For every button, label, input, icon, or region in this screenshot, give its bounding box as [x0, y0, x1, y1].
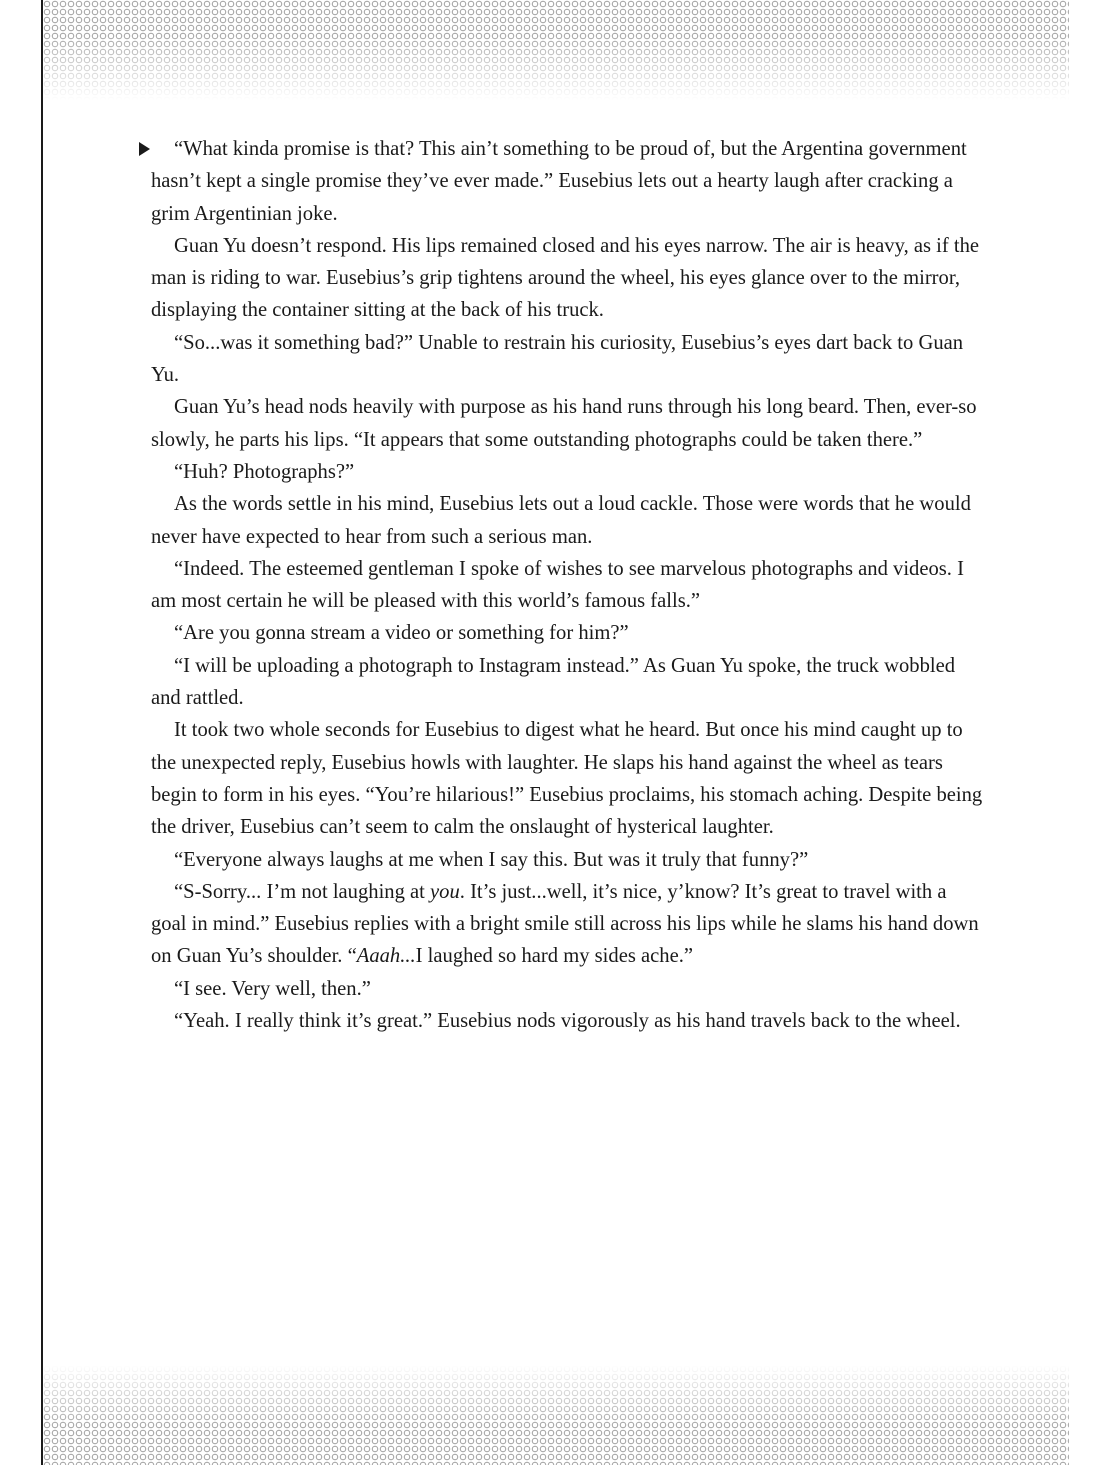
- paragraph-5: “Huh? Photographs?”: [174, 460, 355, 483]
- paragraph-12-part-1: “S-Sorry... I’m not laughing at: [174, 880, 431, 903]
- paragraph-1: “What kinda promise is that? This ain’t something to be proud of, but the Argentina government hasn’t kept a single promise they’ve ever made.” Eusebius lets out a hearty laugh after cracking a grim Argentinian joke.: [151, 138, 967, 225]
- paragraph-2: Guan Yu doesn’t respond. His lips remained closed and his eyes narrow. The air is heavy, as if the man is riding to war. Eusebius’s grip tightens around the wheel, his eyes glance over to the mirror, displaying the container sitting at the back of his truck.: [151, 234, 980, 322]
- bottom-decorative-pattern: [43, 1365, 1069, 1465]
- paragraph-12-part-2: . It’s just...well, it’s nice, y’know? It’s great to travel with a goal in mind.” Eusebius replies with a bright smile still across his lips while he slams his hand down on Guan Yu’s shoulder. “: [151, 880, 979, 968]
- paragraph-4: Guan Yu’s head nods heavily with purpose as his hand runs through his long beard. Then, ever-so slowly, he parts his lips. “It appears that some outstanding photographs could be taken there.”: [151, 396, 977, 451]
- top-decorative-pattern: [43, 0, 1069, 100]
- paragraph-10: It took two whole seconds for Eusebius to digest what he heard. But once his mind caught up to the unexpected reply, Eusebius howls with laughter. He slaps his hand against the wheel as tears begin to form in his eyes. “You’re hilarious!” Eusebius proclaims, his stomach aching. Despite being the driver, Eusebius can’t seem to calm the onslaught of hysterical laughter.: [151, 719, 983, 839]
- right-triangle-marker-icon: [139, 142, 150, 156]
- paragraph-7: “Indeed. The esteemed gentleman I spoke of wishes to see marvelous photographs and videos. I am most certain he will be pleased with this world’s famous falls.”: [151, 557, 964, 613]
- paragraph-6: As the words settle in his mind, Eusebius lets out a loud cackle. Those were words that he would never have expected to hear from such a serious man.: [151, 493, 971, 548]
- paragraph-8: “Are you gonna stream a video or something for him?”: [174, 622, 629, 645]
- paragraph-3: “So...was it something bad?” Unable to restrain his curiosity, Eusebius’s eyes dart back to Guan Yu.: [151, 331, 964, 387]
- body-text: [151, 133, 987, 1037]
- paragraph-12-emphasis-1: you: [430, 880, 460, 903]
- page-edge-rule: [41, 0, 43, 1465]
- paragraph-13: “I see. Very well, then.”: [174, 977, 371, 1000]
- paragraph-14: “Yeah. I really think it’s great.” Eusebius nods vigorously as his hand travels back to the wheel.: [174, 1010, 961, 1033]
- paragraph-11: “Everyone always laughs at me when I say this. But was it truly that funny?”: [174, 848, 809, 871]
- paragraph-9: “I will be uploading a photograph to Instagram instead.” As Guan Yu spoke, the truck wobbled and rattled.: [151, 654, 956, 710]
- paragraph-12-emphasis-2: Aaah...: [356, 945, 416, 968]
- paragraph-12: [151, 876, 987, 973]
- paragraph-12-part-3: I laughed so hard my sides ache.”: [415, 945, 694, 968]
